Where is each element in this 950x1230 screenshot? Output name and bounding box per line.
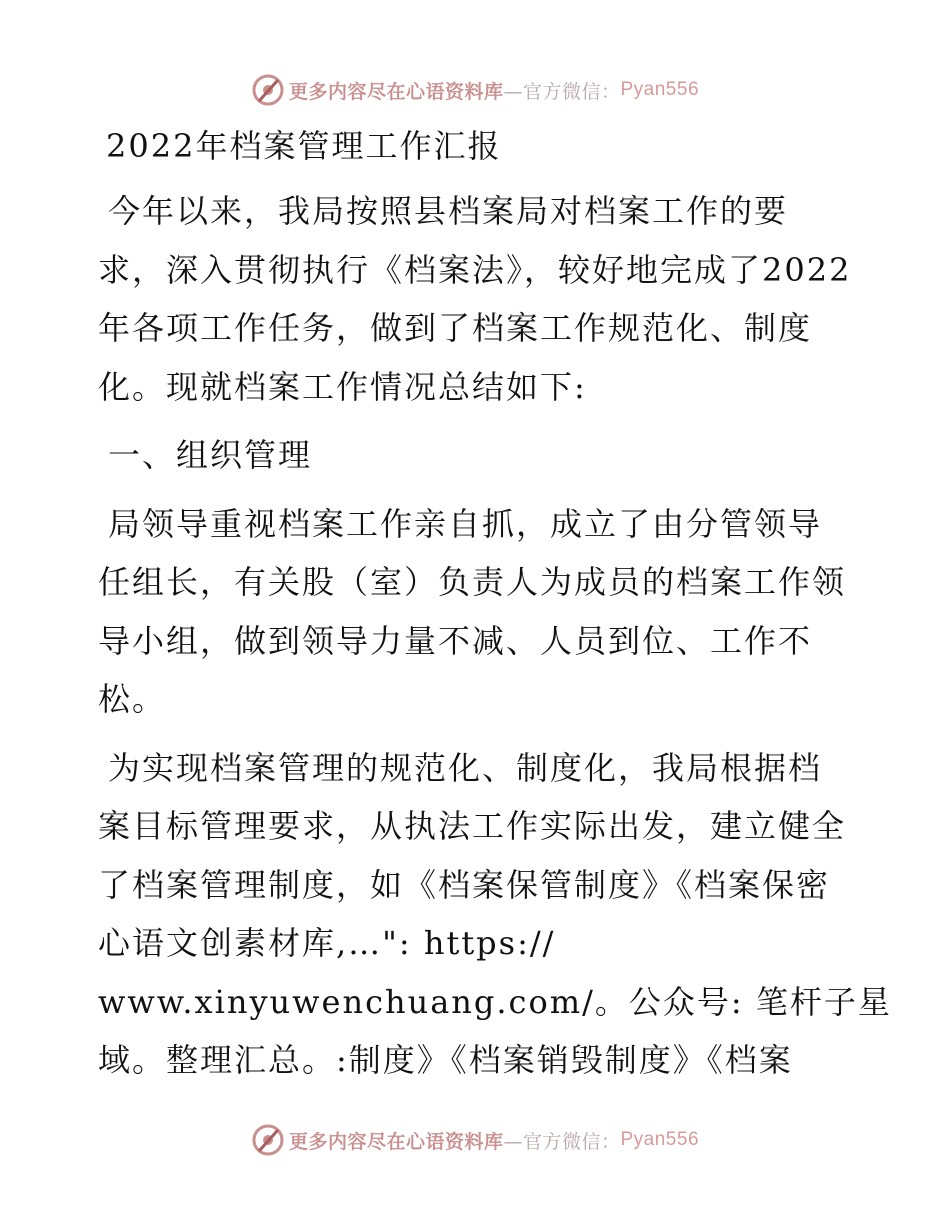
paragraph-line: 任组长，有关股（室）负责人为成员的档案工作领 [98, 563, 847, 601]
paragraph-regulations [98, 739, 892, 1090]
section-heading-organization [98, 426, 868, 485]
brand-logo-icon [251, 73, 285, 107]
paragraph-line: 导小组，做到领导力量不减、人员到位、工作不 [98, 621, 813, 660]
paragraph-line: 心语文创素材库,…": https:// [98, 924, 556, 962]
paragraph-line: 求，深入贯彻执行《档案法》，较好地完成了2022 [98, 250, 852, 289]
watermark-header [0, 70, 950, 110]
watermark-sub-text: —官方微信： [503, 80, 621, 103]
brand-logo-icon [251, 1123, 285, 1157]
document-body [98, 118, 892, 1100]
section-heading: 一、组织管理 [108, 436, 313, 474]
paragraph-line: 今年以来，我局按照县档案局对档案工作的要 [108, 192, 789, 230]
paragraph-line: 化。现就档案工作情况总结如下: [98, 367, 587, 406]
paragraph-line: 松。 [98, 680, 167, 718]
paragraph-line: 了档案管理制度，如《档案保管制度》《档案保密 [98, 865, 831, 904]
paragraph-line: 为实现档案管理的规范化、制度化，我局根据档 [108, 748, 823, 787]
paragraph-leadership [98, 495, 868, 729]
paragraph-line: 年各项工作任务，做到了档案工作规范化、制度 [98, 309, 813, 347]
paragraph-line: 局领导重视档案工作亲自抓，成立了由分管领导 [108, 504, 823, 543]
paragraph-intro [98, 182, 868, 416]
document-title: 2022年档案管理工作汇报 [106, 127, 502, 165]
watermark-footer [0, 1120, 950, 1160]
paragraph-line: 案目标管理要求，从执法工作实际出发，建立健全 [98, 807, 847, 845]
watermark-brand-text: 更多内容尽在心语资料库 [288, 1130, 504, 1153]
paragraph-line: www.xinyuwenchuang.com/。公众号: 笔杆子星 [98, 982, 892, 1021]
watermark-wechat-id: Pyan556 [620, 79, 700, 100]
watermark-wechat-id: Pyan556 [620, 1129, 700, 1150]
watermark-brand-text: 更多内容尽在心语资料库 [288, 80, 504, 103]
paragraph-line: 域。整理汇总。:制度》《档案销毁制度》《档案 [98, 1041, 793, 1079]
watermark-sub-text: —官方微信： [503, 1130, 621, 1153]
